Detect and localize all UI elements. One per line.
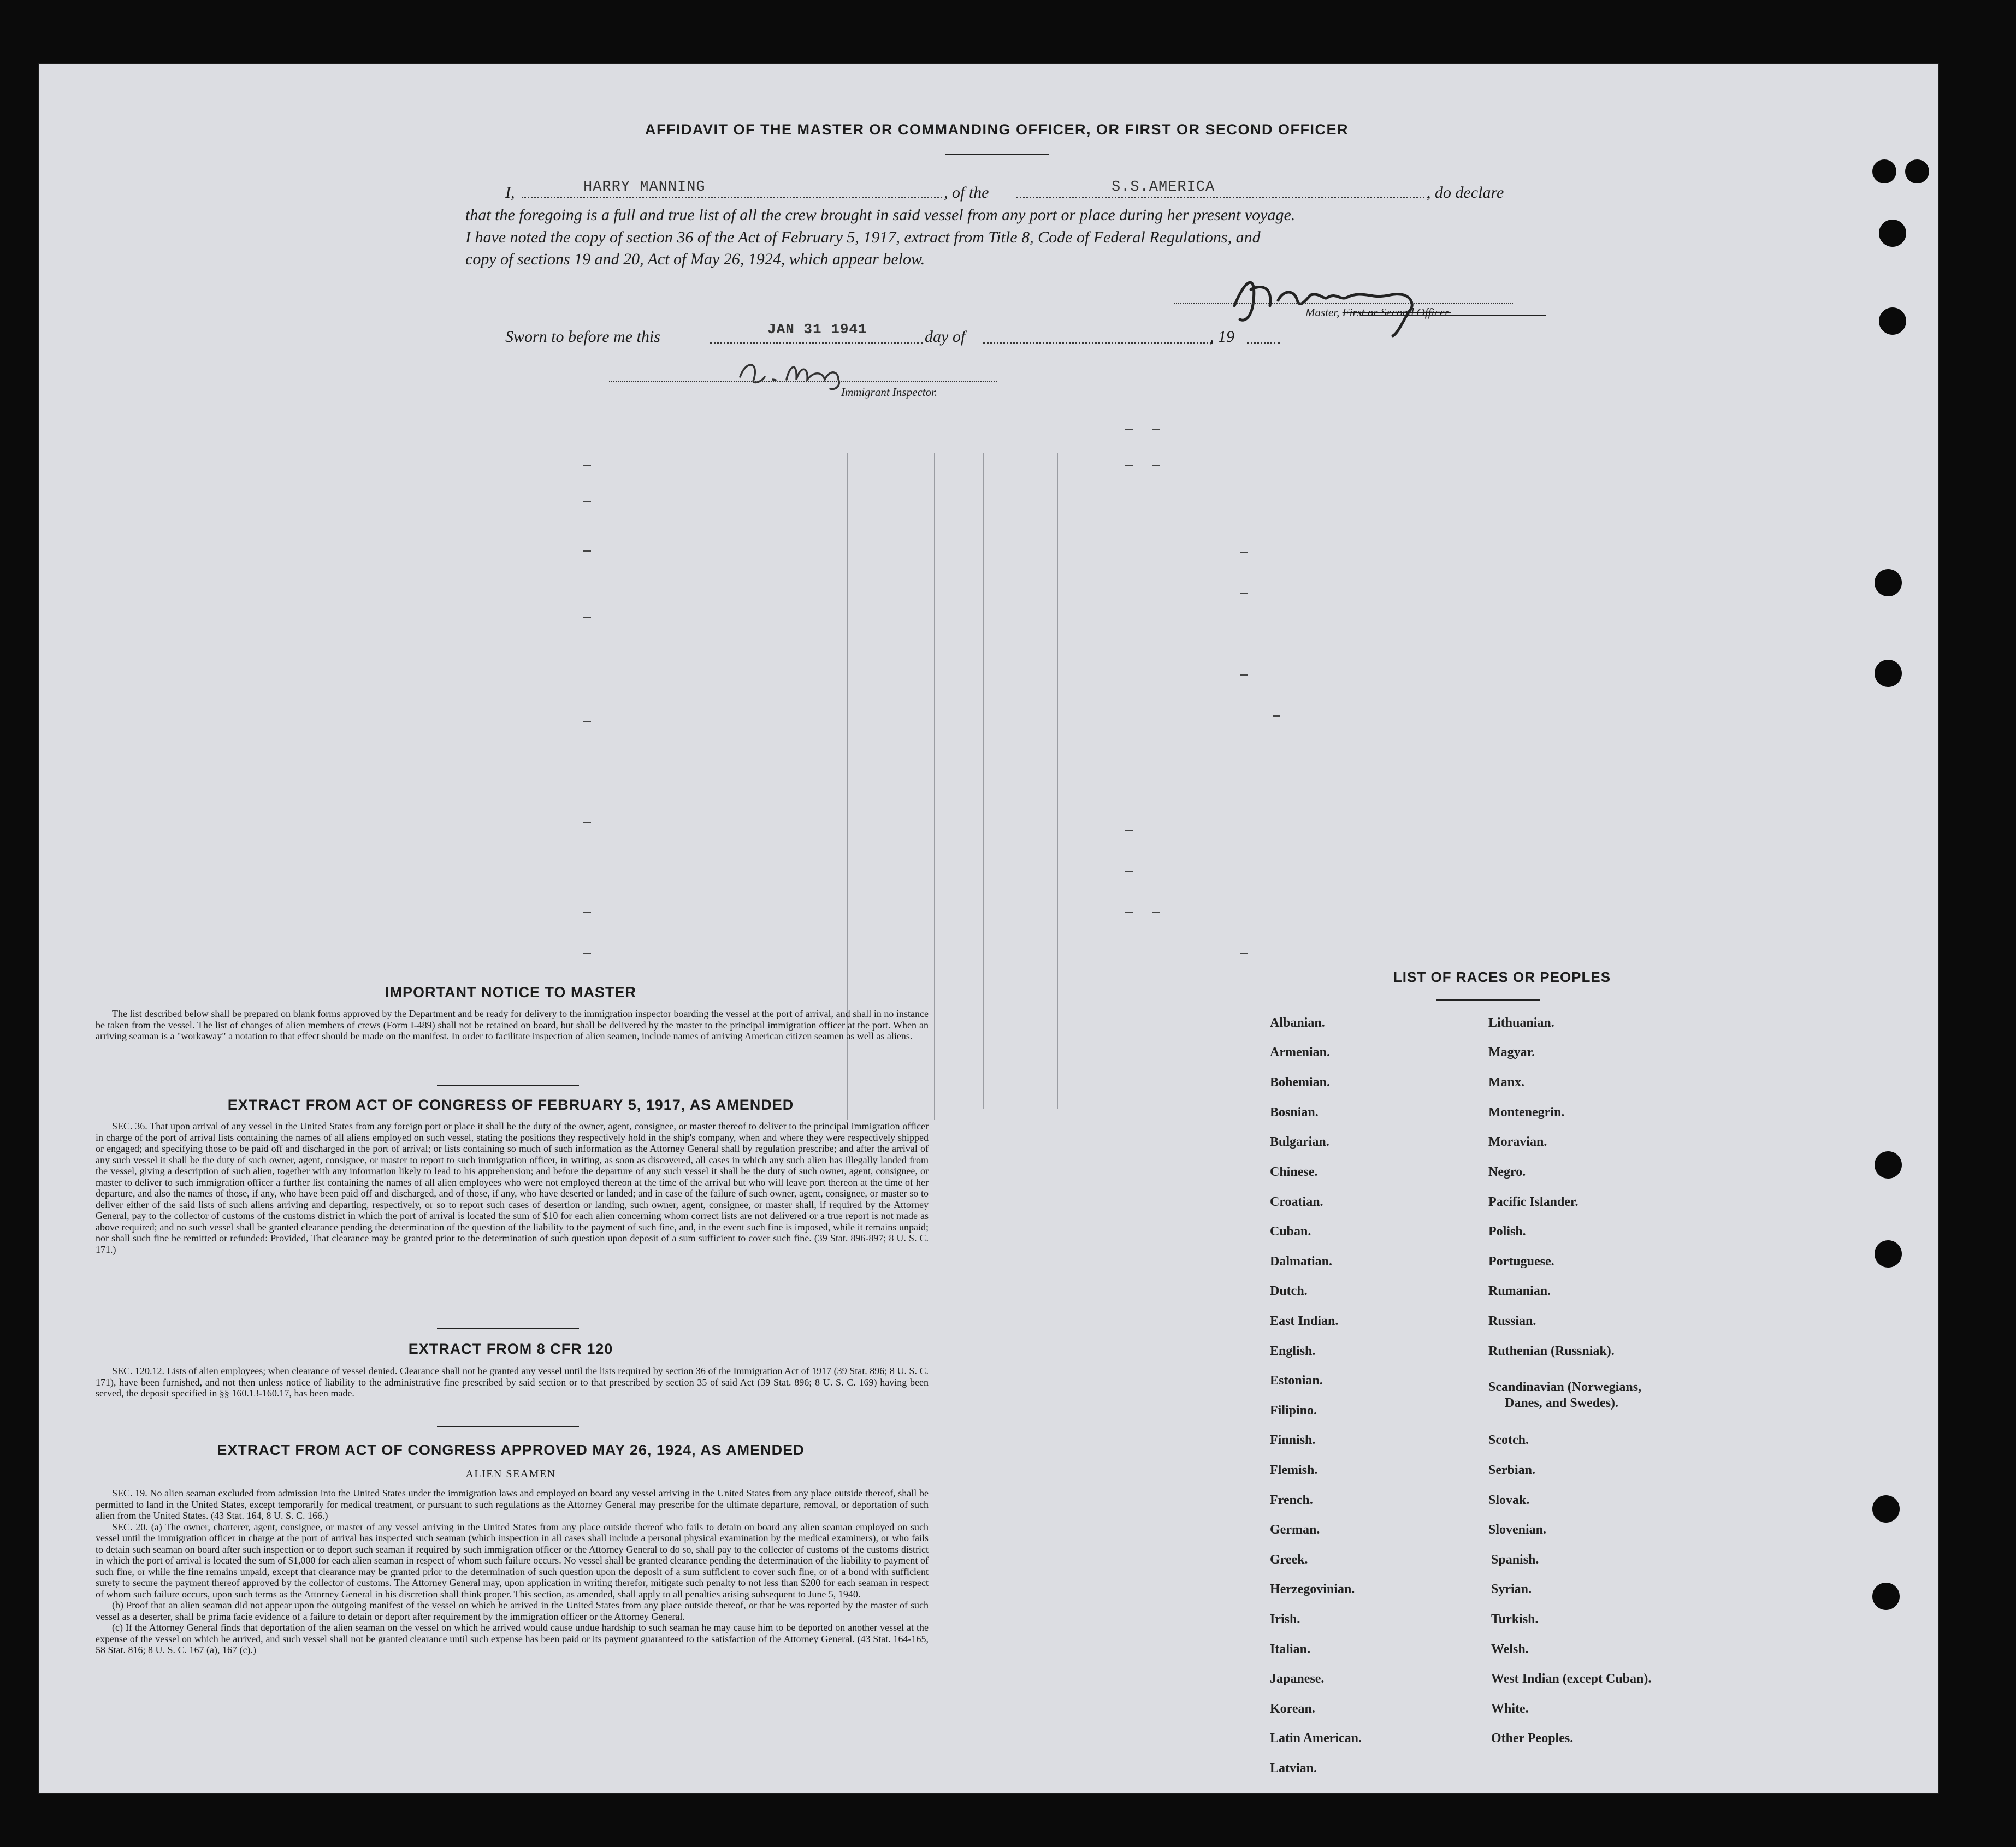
- binder-hole: [1879, 220, 1906, 247]
- bleed-mark: [583, 721, 591, 722]
- race-item: Spanish.: [1491, 1553, 1539, 1567]
- race-item: Japanese.: [1270, 1672, 1325, 1686]
- race-item: Lithuanian.: [1488, 1016, 1554, 1030]
- extract-cfr-title: EXTRACT FROM 8 CFR 120: [408, 1341, 613, 1357]
- race-item: Other Peoples.: [1491, 1731, 1574, 1745]
- bleed-mark: [1240, 552, 1248, 553]
- race-item: Moravian.: [1488, 1135, 1547, 1149]
- i-label: I,: [505, 183, 515, 202]
- binder-hole: [1875, 660, 1902, 687]
- section-20c-paragraph: (c) If the Attorney General finds that deportation of the alien seaman on the vessel on which he arrived would cause undue hardship to such seaman he may cause him to be deported on another vessel at the expense of the vessel on which he arrived, and such vessel shall not be granted clearance until such expense has been paid or its payment guaranteed to the satisfaction of the Attorney General. (43 Stat. 164-165, 58 Stat. 816; 8 U. S. C. 167 (a), 167 (c).): [96, 1622, 929, 1655]
- race-item: Finnish.: [1270, 1433, 1316, 1447]
- race-item: Albanian.: [1270, 1016, 1325, 1030]
- bleed-column-line: [934, 453, 935, 1120]
- sworn-date-stamp: JAN 31 1941: [767, 321, 867, 338]
- bleed-mark: [1240, 674, 1248, 676]
- vessel-line: [1016, 197, 1428, 198]
- race-item: Armenian.: [1270, 1045, 1330, 1059]
- race-item: Bohemian.: [1270, 1075, 1331, 1090]
- affidavit-title: AFFIDAVIT OF THE MASTER OR COMMANDING OFFICER, OR FIRST OR SECOND OFFICER: [645, 121, 1349, 138]
- bleed-mark: [1240, 953, 1248, 954]
- bleed-mark: [1125, 429, 1133, 430]
- title-underline: [945, 154, 1049, 155]
- extract-cfr-text: [96, 1365, 929, 1399]
- bleed-column-line: [983, 453, 984, 1109]
- race-item: French.: [1270, 1493, 1313, 1507]
- race-item: Latin American.: [1270, 1731, 1362, 1745]
- race-item: Danes, and Swedes).: [1505, 1396, 1619, 1410]
- declare-label: , do declare: [1427, 183, 1504, 202]
- race-item: Turkish.: [1491, 1612, 1539, 1626]
- vessel-name-field: S.S.AMERICA: [1112, 179, 1215, 196]
- races-title-underline: [1436, 999, 1540, 1001]
- race-item: Dutch.: [1270, 1284, 1308, 1298]
- sworn-label: Sworn to before me this: [505, 328, 660, 346]
- bleed-mark: [583, 912, 591, 913]
- bleed-mark: [1125, 830, 1133, 831]
- race-item: Herzegovinian.: [1270, 1582, 1355, 1596]
- bleed-mark: [1152, 429, 1160, 430]
- races-title: LIST OF RACES OR PEOPLES: [1393, 969, 1611, 985]
- sworn-date-line: [710, 342, 923, 344]
- binder-hole: [1875, 569, 1902, 596]
- binder-hole: [1905, 159, 1929, 183]
- bleed-mark: [1125, 465, 1133, 466]
- binder-hole: [1875, 1240, 1902, 1268]
- race-item: Slovenian.: [1488, 1523, 1547, 1537]
- master-name-line: [522, 197, 942, 198]
- extract-1924-text: [96, 1488, 929, 1656]
- race-item: Slovak.: [1488, 1493, 1530, 1507]
- bleed-mark: [583, 953, 591, 954]
- section-divider: [437, 1328, 579, 1329]
- race-item: Montenegrin.: [1488, 1105, 1565, 1120]
- race-item: East Indian.: [1270, 1314, 1339, 1328]
- master-caption-prefix: Master,: [1305, 306, 1340, 319]
- affidavit-line-2: that the foregoing is a full and true list of all the crew brought in said vessel from any port or place during her present voyage.: [465, 206, 1296, 224]
- race-item: Ruthenian (Russniak).: [1488, 1344, 1615, 1358]
- alien-seamen-subtitle: ALIEN SEAMEN: [465, 1468, 556, 1480]
- race-item: Serbian.: [1488, 1463, 1536, 1477]
- month-line: [983, 342, 1213, 344]
- binder-hole: [1879, 307, 1906, 335]
- caption-strike: [1360, 315, 1546, 316]
- race-item: Italian.: [1270, 1642, 1311, 1656]
- section-divider: [437, 1426, 579, 1427]
- master-caption: [1305, 306, 1451, 319]
- race-item: Manx.: [1488, 1075, 1524, 1090]
- master-name-field: HARRY MANNING: [583, 179, 706, 196]
- master-caption-struck: First or Second Officer.: [1342, 306, 1451, 319]
- race-item: Korean.: [1270, 1702, 1315, 1716]
- year-line: [1247, 342, 1280, 344]
- bleed-mark: [1125, 871, 1133, 872]
- year-label: , 19: [1210, 328, 1234, 346]
- bleed-mark: [583, 822, 591, 823]
- race-item: Cuban.: [1270, 1224, 1311, 1239]
- inspector-signature-line: [609, 381, 997, 382]
- race-item: Filipino.: [1270, 1404, 1317, 1418]
- race-item: Polish.: [1488, 1224, 1526, 1239]
- race-item: Irish.: [1270, 1612, 1300, 1626]
- race-item: Greek.: [1270, 1553, 1308, 1567]
- bleed-mark: [583, 465, 591, 466]
- race-item: Rumanian.: [1488, 1284, 1551, 1298]
- race-item: Scotch.: [1488, 1433, 1529, 1447]
- bleed-mark: [583, 617, 591, 618]
- binder-hole: [1875, 1151, 1902, 1179]
- race-item: Croatian.: [1270, 1195, 1323, 1209]
- day-of-label: day of: [925, 328, 966, 346]
- extract-1924-title: EXTRACT FROM ACT OF CONGRESS APPROVED MAY 26, 1924, AS AMENDED: [217, 1442, 805, 1458]
- race-item: Syrian.: [1491, 1582, 1532, 1596]
- binder-hole: [1872, 1583, 1900, 1610]
- race-item: Portuguese.: [1488, 1254, 1554, 1269]
- section-36-paragraph: SEC. 36. That upon arrival of any vessel in the United States from any foreign port or place it shall be the duty of the owner, agent, consignee, or master thereof to deliver to the principal immigration officer in charge of the port of arrival lists containing the names of all aliens employed on such vessel, stating the positions they respectively hold in the ship's company, when and where they were respectively shipped or engaged; and specifying those to be paid off and discharged in the port of arrival; or lists containing so much of such information as the Attorney General shall by regulation prescribe; and after the arrival of any such vessel it shall be the duty of such owner, agent, consignee, or master to report to such immigration officer, in writing, as soon as discovered, all cases in which any such alien has illegally landed from the vessel, giving a description of such alien, together with any information likely to lead to his apprehension; and before the departure of any such vessel it shall be the duty of such owner, agent, consignee, or master to deliver to such immigration officer a further list containing the names of all alien employees who were not employed thereon at the time of the arrival but who will leave port thereon at the time of her departure, and also the names of those, if any, who have been paid off and discharged, and of those, if any, who have deserted or landed; and in case of the failure of such owner, agent, consignee, or master so to deliver either of the said lists of such aliens arriving and departing, respectively, or so to report such cases of desertion or landing, such owner, agent, consignee, or master shall, if required by the Attorney General, pay to the collector of customs of the customs district in which the port of arrival is located the sum of $10 for each alien concerning whom correct lists are not delivered or a true report is not made as above required; and no such vessel shall be granted clearance pending the determination of the question of the liability to the payment of such fine, and, in the event such fine is imposed, while it remains unpaid; nor shall such fine be remitted or refunded: Provided, That clearance may be granted prior to the determination of such question upon deposit of a sum sufficient to cover such fine. (39 Stat. 896-897; 8 U. S. C. 171.): [96, 1121, 929, 1255]
- race-item: Welsh.: [1491, 1642, 1529, 1656]
- extract-1917-text: [96, 1121, 929, 1255]
- affidavit-line-3: I have noted the copy of section 36 of the Act of February 5, 1917, extract from Title 8, Code of Federal Regulations, and: [465, 228, 1261, 246]
- race-item: German.: [1270, 1523, 1320, 1537]
- section-120-12-paragraph: SEC. 120.12. Lists of alien employees; when clearance of vessel denied. Clearance shall not be granted any vessel until the lists required by section 36 of the Immigration Act of 1917 (39 Stat. 896; 8 U. S. C. 171), have been furnished, and not then unless notice of liability to the administrative fine prescribed by said section or to that prescribed by section 35 of said Act (39 Stat. 896; 8 U. S. C. 169) having been served, the deposit specified in §§ 160.13-160.17, has been made.: [96, 1365, 929, 1399]
- bleed-mark: [1240, 593, 1248, 594]
- race-item: Russian.: [1488, 1314, 1536, 1328]
- race-item: English.: [1270, 1344, 1316, 1358]
- race-item: Flemish.: [1270, 1463, 1318, 1477]
- section-20b-paragraph: (b) Proof that an alien seaman did not appear upon the outgoing manifest of the vessel on which he arrived in the United States from any place outside thereof, or that he was reported by the master of such vessel as a deserter, shall be prima facie evidence of a failure to detain or deport after requirement by the immigration officer or the Attorney General.: [96, 1600, 929, 1622]
- section-20a-paragraph: SEC. 20. (a) The owner, charterer, agent, consignee, or master of any vessel arriving in the United States from any place outside thereof who fails to detain on board any alien seaman employed on such vessel until the immigration officer in charge at the port of arrival has inspected such seaman (which inspection in all cases shall include a personal physical examination by the medical examiners), or who fails to detain such seaman on board after such inspection or to deport such seaman if required by such immigration officer or the Attorney General to do so, shall pay to the collector of customs of the customs district in which the port of arrival is located the sum of $1,000 for each alien seaman in respect of whom such failure occurs. No vessel shall be granted clearance pending the determination of the liability to payment of such fine, or while the fine remains unpaid, except that clearance may be granted prior to the determination of such question upon the deposit of a sum sufficient to cover such fine, or of a bond with sufficient surety to secure the payment thereof approved by the collector of customs. The Attorney General may, upon application in writing therefor, mitigate such penalty to not less than $200 for each seaman in respect of whom such failure occurs, upon such terms as the Attorney General in his discretion shall think proper. This section, as amended, shall apply to all penalties arising subsequent to June 5, 1940.: [96, 1521, 929, 1600]
- race-item: Bosnian.: [1270, 1105, 1319, 1120]
- race-item: Bulgarian.: [1270, 1135, 1329, 1149]
- bleed-mark: [1152, 465, 1160, 466]
- notice-paragraph: The list described below shall be prepared on blank forms approved by the Department and be ready for delivery to the immigration inspector boarding the vessel at the port of arrival, and shall in no instance be taken from the vessel. The list of changes of alien members of crews (Form I-489) shall not be retained on board, but shall be delivered by the master to the principal immigration officer at the port. When an arriving seaman is a "workaway" a notation to that effect should be made on the manifest. In order to facilitate inspection of alien seamen, include names of arriving American citizen seamen as well as aliens.: [96, 1008, 929, 1041]
- bleed-mark: [583, 550, 591, 552]
- binder-hole: [1872, 1495, 1900, 1523]
- notice-text: [96, 1008, 929, 1042]
- race-item: Latvian.: [1270, 1761, 1317, 1775]
- bleed-mark: [1273, 715, 1280, 717]
- bleed-mark: [583, 501, 591, 502]
- race-item: West Indian (except Cuban).: [1491, 1672, 1652, 1686]
- section-divider: [437, 1085, 579, 1086]
- bleed-mark: [1125, 912, 1133, 913]
- bleed-column-line: [1057, 453, 1058, 1109]
- of-the-label: , of the: [944, 183, 989, 202]
- affidavit-line-4: copy of sections 19 and 20, Act of May 26, 1924, which appear below.: [465, 250, 925, 268]
- section-19-paragraph: SEC. 19. No alien seaman excluded from admission into the United States under the immigration laws and employed on board any vessel arriving in the United States from any place outside thereof, shall be permitted to land in the United States, except temporarily for medical treatment, or pursuant to such regulations as the Attorney General may prescribe for the ultimate departure, removal, or deportation of such alien from the United States. (43 Stat. 164, 8 U. S. C. 166.): [96, 1488, 929, 1521]
- race-item: White.: [1491, 1702, 1529, 1716]
- race-item: Scandinavian (Norwegians,: [1488, 1380, 1642, 1394]
- race-item: Pacific Islander.: [1488, 1195, 1578, 1209]
- race-item: Estonian.: [1270, 1374, 1323, 1388]
- inspector-caption: Immigrant Inspector.: [841, 386, 938, 399]
- extract-1917-title: EXTRACT FROM ACT OF CONGRESS OF FEBRUARY 5, 1917, AS AMENDED: [227, 1097, 794, 1113]
- race-item: Negro.: [1488, 1165, 1526, 1179]
- notice-title: IMPORTANT NOTICE TO MASTER: [385, 984, 636, 1001]
- bleed-mark: [1152, 912, 1160, 913]
- binder-hole: [1872, 159, 1896, 183]
- master-signature-line: [1174, 303, 1513, 304]
- race-item: Magyar.: [1488, 1045, 1535, 1059]
- race-item: Dalmatian.: [1270, 1254, 1332, 1269]
- race-item: Chinese.: [1270, 1165, 1318, 1179]
